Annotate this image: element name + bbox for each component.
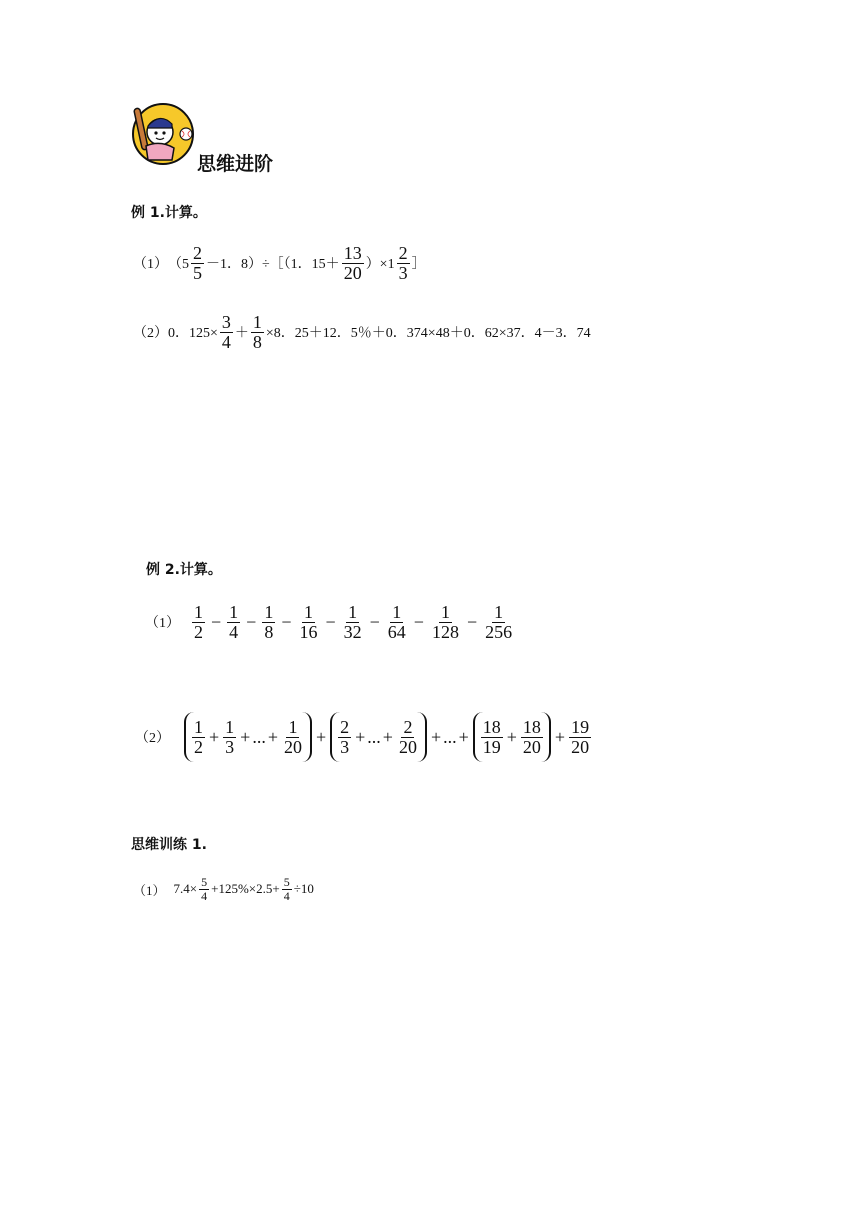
fraction: $\frac{1}{8}$ (264, 602, 274, 642)
minus-sign: − (466, 611, 478, 632)
expr-text: ＋ (234, 326, 249, 342)
fraction-series (190, 603, 516, 642)
page-title: 思维进阶 (197, 153, 274, 175)
minus-sign: − (369, 611, 380, 632)
minus-sign: − (211, 611, 222, 632)
expr-text: 7.4× (173, 881, 198, 897)
training-1-question-1 (133, 876, 314, 902)
minus-sign: − (413, 611, 424, 632)
parenthesis-group-3 (473, 712, 551, 762)
expr-text: －1．8）÷［（1．15＋ (206, 257, 340, 273)
header-mascot (130, 102, 196, 166)
baseball-mascot-icon (130, 102, 196, 166)
fraction: $\frac{3}{4}$ (221, 312, 231, 352)
expr-text: ÷10 (293, 881, 314, 897)
plus-sign: + (240, 726, 251, 747)
expr-text: ］ (411, 257, 426, 273)
plus-sign: + (315, 726, 327, 747)
fraction: $\frac{5}{4}$ (201, 875, 208, 903)
fraction: $\frac{1}{2}$ (194, 716, 203, 757)
fraction: $\frac{2}{3}$ (340, 716, 350, 757)
fraction: $\frac{1}{8}$ (252, 312, 262, 352)
question-number: （2） (135, 731, 170, 746)
example-1-question-1 (133, 244, 426, 283)
parenthesis-group-2 (330, 712, 427, 762)
question-number: （1） (145, 616, 180, 632)
ellipsis: ... (367, 726, 381, 747)
plus-sign: + (267, 726, 278, 747)
expr-text: （5 (168, 257, 189, 273)
plus-sign: + (430, 726, 442, 747)
expr-text: 0．125× (168, 326, 218, 342)
plus-sign: + (506, 726, 517, 747)
fraction: $\frac{2}{20}$ (398, 716, 417, 757)
fraction: $\frac{18}{19}$ (482, 716, 501, 757)
fraction: $\frac{1}{64}$ (387, 602, 406, 642)
ellipsis: ... (252, 726, 266, 747)
fraction: $\frac{1}{32}$ (343, 602, 362, 642)
fraction: $\frac{2}{3}$ (398, 243, 408, 283)
question-number: （1） (133, 882, 166, 898)
fraction: $\frac{1}{3}$ (225, 716, 235, 757)
fraction: $\frac{5}{4}$ (283, 875, 290, 903)
parenthesis-group-1 (184, 712, 312, 762)
fraction: $\frac{2}{5}$ (193, 243, 202, 283)
expr-text: +125%×2.5+ (211, 881, 280, 897)
plus-sign: + (458, 726, 469, 747)
example-1-question-2 (133, 313, 591, 352)
fraction: $\frac{19}{20}$ (571, 716, 590, 757)
plus-sign: + (382, 726, 393, 747)
example-2-question-2 (135, 712, 593, 762)
fraction: $\frac{1}{20}$ (283, 716, 302, 757)
plus-sign: + (355, 726, 366, 747)
question-number: （1） (133, 257, 168, 273)
fraction: $\frac{1}{256}$ (485, 602, 513, 642)
example-2-title: 例 2.计算。 (146, 562, 222, 578)
question-number: （2） (133, 326, 168, 342)
fraction: $\frac{1}{128}$ (431, 602, 459, 642)
ellipsis: ... (443, 726, 457, 747)
minus-sign: − (281, 611, 292, 632)
fraction: $\frac{13}{20}$ (343, 243, 362, 283)
fraction: $\frac{1}{16}$ (299, 602, 318, 642)
fraction: $\frac{1}{2}$ (194, 602, 203, 642)
fraction: $\frac{1}{4}$ (229, 602, 239, 642)
fraction: $\frac{18}{20}$ (522, 716, 541, 757)
example-1-title: 例 1.计算。 (131, 205, 207, 221)
minus-sign: − (246, 611, 257, 632)
expr-text: ×8．25＋12．5％＋0．374×48＋0．62×37．4－3．74 (265, 326, 591, 342)
minus-sign: − (325, 611, 336, 632)
plus-sign: + (554, 726, 566, 747)
plus-sign: + (209, 726, 220, 747)
training-1-title: 思维训练 1. (131, 837, 207, 853)
expr-text: ）×1 (365, 257, 395, 273)
example-2-question-1 (145, 603, 516, 642)
